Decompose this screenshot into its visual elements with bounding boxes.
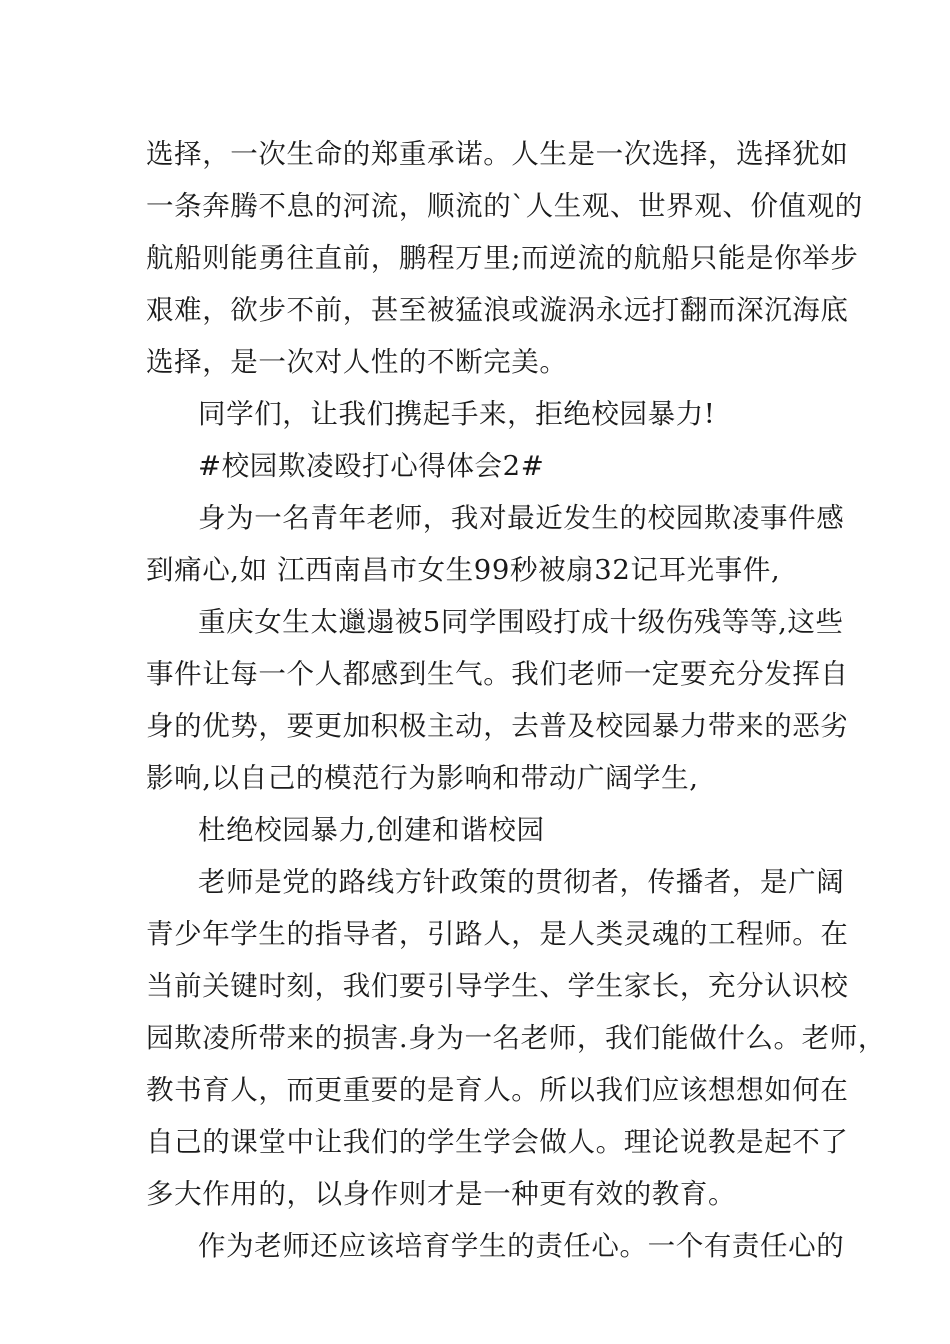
section-heading: #校园欺凌殴打心得体会2# (198, 450, 545, 482)
text-line: 事件让每一个人都感到生气。我们老师一定要充分发挥自 (146, 658, 849, 690)
text-line: 一条奔腾不息的河流，顺流的`人生观、世界观、价值观的 (146, 190, 863, 222)
text-line: 艰难，欲步不前，甚至被猛浪或漩涡永远打翻而深沉海底 (146, 294, 849, 326)
paragraph-start-line: 重庆女生太邋遢被5同学围殴打成十级伤残等等,这些 (198, 606, 844, 638)
text-line: 航船则能勇往直前，鹏程万里;而逆流的航船只能是你举步 (146, 242, 859, 274)
text-line: 影响,以自己的模范行为影响和带动广阔学生, (146, 762, 699, 794)
paragraph-start-line: 杜绝校园暴力,创建和谐校园 (198, 814, 545, 846)
paragraph-start-line: 同学们，让我们携起手来，拒绝校园暴力! (198, 398, 716, 430)
body-text (146, 128, 886, 1272)
text-line: 教书育人，而更重要的是育人。所以我们应该想想如何在 (146, 1074, 849, 1106)
paragraph-start-line: 老师是党的路线方针政策的贯彻者，传播者，是广阔 (198, 866, 845, 898)
text-line: 青少年学生的指导者，引路人，是人类灵魂的工程师。在 (146, 918, 849, 950)
text-line: 身的优势，要更加积极主动，去普及校园暴力带来的恶劣 (146, 710, 849, 742)
text-line: 选择，一次生命的郑重承诺。人生是一次选择，选择犹如 (146, 138, 849, 170)
text-line: 选择，是一次对人性的不断完美。 (146, 346, 568, 378)
text-line: 到痛心,如 江西南昌市女生99秒被扇32记耳光事件, (146, 554, 781, 586)
text-line: 自己的课堂中让我们的学生学会做人。理论说教是起不了 (146, 1126, 849, 1158)
text-line: 园欺凌所带来的损害.身为一名老师，我们能做什么。老师， (146, 1022, 886, 1054)
paragraph-start-line: 作为老师还应该培育学生的责任心。一个有责任心的 (198, 1230, 845, 1262)
paragraph-start-line: 身为一名青年老师，我对最近发生的校园欺凌事件感 (198, 502, 845, 534)
text-line: 当前关键时刻，我们要引导学生、学生家长，充分认识校 (146, 970, 849, 1002)
text-line: 多大作用的，以身作则才是一种更有效的教育。 (146, 1178, 737, 1210)
